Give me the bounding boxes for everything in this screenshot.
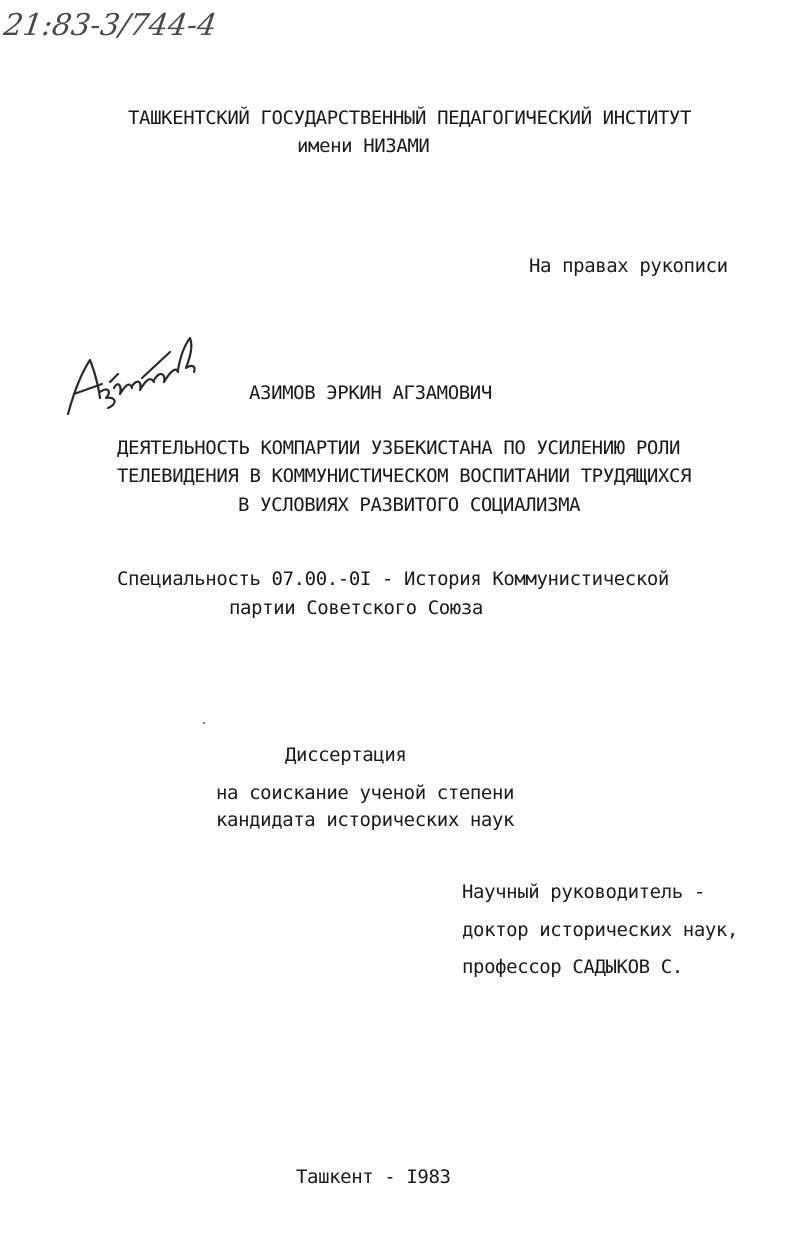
specialty-line-1: Специальность 07.00.-0I - История Коммунистической — [117, 568, 669, 590]
supervisor-line-3: профессор САДЫКОВ С. — [462, 956, 683, 978]
dissertation-title-line-2: ТЕЛЕВИДЕНИЯ В КОММУНИСТИЧЕСКОМ ВОСПИТАНИИ ТРУДЯЩИХСЯ — [117, 465, 692, 487]
supervisor-line-1: Научный руководитель - — [462, 881, 705, 903]
dissertation-title-line-1: ДЕЯТЕЛЬНОСТЬ КОМПАРТИИ УЗБЕКИСТАНА ПО УСИЛЕНИЮ РОЛИ — [117, 437, 680, 459]
archive-mark: 21:83-3/744-4 — [1, 8, 219, 43]
institution-name: ТАШКЕНТСКИЙ ГОСУДАРСТВЕННЫЙ ПЕДАГОГИЧЕСКИЙ ИНСТИТУТ — [128, 107, 691, 129]
author-name: АЗИМОВ ЭРКИН АГЗАМОВИЧ — [249, 382, 492, 404]
manuscript-rights-note: На правах рукописи — [529, 255, 728, 277]
dissertation-label: Диссертация — [285, 744, 407, 766]
specialty-line-2: партии Советского Союза — [229, 597, 483, 619]
dissertation-title-line-3: В УСЛОВИЯХ РАЗВИТОГО СОЦИАЛИЗМА — [238, 494, 581, 516]
degree-line-1: на соискание ученой степени — [216, 782, 515, 804]
place-and-year: Ташкент - I983 — [296, 1166, 451, 1188]
degree-line-2: кандидата исторических наук — [216, 809, 515, 831]
page-speck — [203, 722, 205, 724]
signature — [60, 322, 210, 422]
supervisor-line-2: доктор исторических наук, — [462, 919, 738, 941]
institution-dedication: имени НИЗАМИ — [297, 135, 430, 157]
